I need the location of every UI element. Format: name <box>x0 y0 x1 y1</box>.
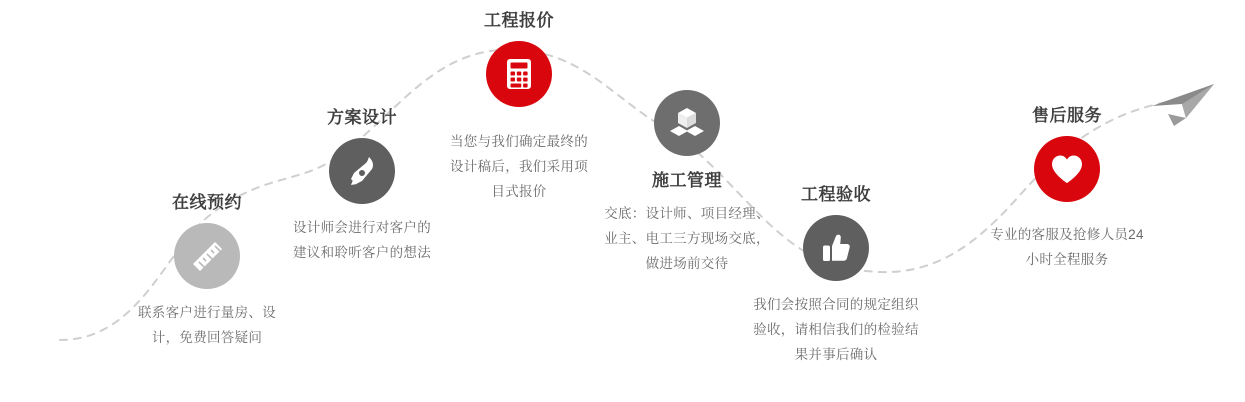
pen-nib-icon <box>329 138 395 204</box>
ruler-icon <box>174 223 240 289</box>
boxes-icon <box>654 90 720 156</box>
step-title: 在线预约 <box>172 193 242 212</box>
step-title: 工程报价 <box>484 11 554 30</box>
step-after-sales-service[interactable] <box>982 105 1152 272</box>
step-title: 方案设计 <box>327 108 397 127</box>
calculator-icon <box>486 41 552 107</box>
step-description: 设计师会进行对客户的建议和聆听客户的想法 <box>293 220 431 260</box>
step-title: 工程验收 <box>801 185 871 204</box>
step-project-acceptance[interactable] <box>751 184 921 367</box>
step-description: 我们会按照合同的规定组织验收，请相信我们的检验结果并事后确认 <box>753 297 919 362</box>
step-project-quotation[interactable] <box>434 10 604 204</box>
step-description: 专业的客服及抢修人员24小时全程服务 <box>990 227 1144 267</box>
step-description: 交底：设计师、项目经理、业主、电工三方现场交底，做进场前交待 <box>604 206 770 271</box>
step-title: 施工管理 <box>652 171 722 190</box>
step-online-booking[interactable] <box>122 192 292 350</box>
step-description: 联系客户进行量房、设计，免费回答疑问 <box>138 305 276 345</box>
step-description: 当您与我们确定最终的设计稿后，我们采用项目式报价 <box>450 134 588 199</box>
thumbs-up-icon <box>803 215 869 281</box>
step-scheme-design[interactable] <box>277 107 447 265</box>
heart-icon <box>1034 136 1100 202</box>
paper-plane-arrow-icon <box>1152 84 1214 126</box>
step-title: 售后服务 <box>1032 106 1102 125</box>
step-construction-management[interactable] <box>602 90 772 276</box>
